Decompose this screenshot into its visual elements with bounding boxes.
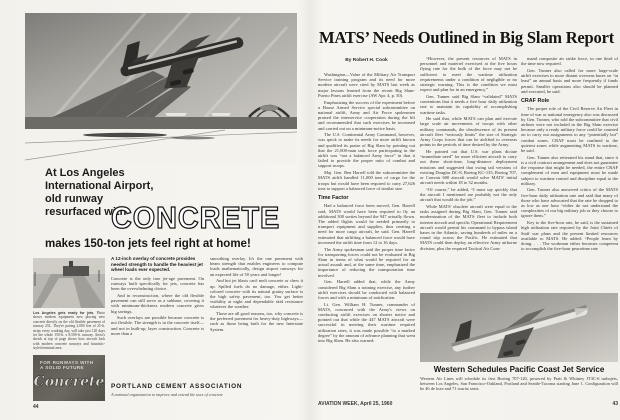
ad-photo-caption	[33, 311, 105, 351]
ad-left-column	[33, 258, 105, 401]
body-paragraph: “Of course,” he added, “I must say quickly that the aircraft I mentioned are probably not the only aircraft that would do the job.”	[420, 186, 517, 203]
ad-headline-line: At Los Angeles	[45, 167, 125, 179]
article-title: MATS’ Needs Outlined in Big Slam Report	[318, 28, 615, 47]
body-paragraph: The Army spokesman said the proper time factor for transporting forces could not be evaluated in Big Slam in terms of what would be required for an actual assault and, at the same time, emphasized the importance of reducing the transportation time involved.	[318, 246, 415, 278]
article-column-2	[420, 56, 517, 292]
body-paragraph: Gen. Harrell added that, while the Army considered Big Slam a training exercise, any further airlift exercises should be conducted with balanced forces and with a minimum of notification.	[318, 279, 415, 300]
ad-right-column	[210, 256, 303, 376]
body-paragraph: Concrete is the only true jet-age pavement. On runways built specifically for jets, concrete has been the overwhelming choice.	[111, 275, 204, 292]
ad-headline-line: old runway	[45, 193, 104, 205]
article-column-3	[521, 56, 618, 292]
body-paragraph: The U.S. Continental Army Command, however, was quick to make its needs for more airlift known and qualified its praise of Big Slam by pointing out that the 21,000-man task force participating in the airlift was “not a balanced Army force” in that it failed to provide the proper ratio of combat and support troops.	[318, 132, 415, 169]
jet-takeoff-illustration	[25, 13, 297, 163]
ad-photo-caption-lead: Los Angeles gets ready for jets.	[33, 311, 95, 315]
journal-footline: AVIATION WEEK, April 25, 1960	[318, 401, 393, 407]
runway-paving-photo	[33, 258, 105, 308]
body-paragraph: Such overlays are possible because concrete is not flexible. The strength is in the concrete itself—and not in built-up, layer construction. Concrete is more than a	[111, 315, 204, 336]
jet-takeoff-art	[25, 13, 297, 163]
body-paragraph: He pointed out that U.S. war plans dictate “immediate need” for more efficient aircraft to carry out these short-time, long-distance deployment missions and suggested that swing tail versions of existing Douglas DC-8, Boeing KC-135, Boeing 707, or Convair 600 aircraft would solve MATS' initial aircraft needs within 18 to 32 months.	[420, 148, 517, 186]
ad-concrete-outline-word: CONCRETE	[111, 200, 281, 235]
journal-footer	[318, 401, 618, 407]
western-707-photo	[420, 293, 618, 362]
left-page-number: 44	[33, 404, 39, 410]
body-paragraph: Gen. Tunner said Big Slam “validated” MATS contentions that it needs a five hour daily utilization rate to maintain its capability of accomplishing wartime tasks.	[420, 93, 517, 115]
body-paragraph: smoothing overlay. It's the one pavement with beam strength that enables engineers to compute loads mathematically, design airport runways for an expected life of 50 years and longer!	[210, 256, 303, 277]
body-paragraph: Gen. Tunner also called for more large-scale airlift exercises to more distant overseas bases on “at least” an annual basis and more frequently if funds permit. Smaller operations also should be planned and executed, he said.	[521, 67, 618, 94]
body-paragraph: mand composite air strike force, in one third of the time now required.	[521, 56, 618, 67]
body-paragraph: Gen. Tunner also answered critics of the MATS five-hour daily utilization rate and said that many of those who have advocated that the rate be dropped to as low as one hour “either do not understand the complexities of our big military job or they choose to ignore them.”	[521, 187, 618, 219]
ad-photo-caption-text: Photo shows modern equipment now placing new concrete directly on the old flexible pavement of runway 25L. They're paving 2,000 feet of 25-ft. strips every working day, will take just 120 days for the whole 150-ft. x 8,500-ft. runway. Artist's sketch at top of page shows how aircraft look with modern concrete runways and futuristic-styled terminal area.	[33, 311, 105, 351]
body-paragraph: And hot jet blasts can't melt concrete or chew it up. Spilled fuels do no damage, either. Light-colored concrete with its natural grainy surface is the high safety pavement, too. You get better visibility at night and dependable skid resistance whatever the weather.	[210, 278, 303, 310]
section-subhead-craf-role: CRAF Role	[521, 97, 550, 104]
body-paragraph: Emphasizing the success of the experiment before a House Armed Service special subcommittee on national airlift, Army and Air Force spokesmen praised the interservice cooperation during the lift and recommended that such exercises be increased and carried out on a minimum-notice basis.	[318, 99, 415, 131]
photo-feature-caption: Western Air Lines will schedule its first Boeing 707-120, powered by Pratt & Whitney JT3C-6 turbojets, between Los Angeles, San Francisco-Oakland, Portland and Seattle-Tacoma starting June 1. Configuration will be 46 de luxe and 71 tourist seats.	[420, 376, 618, 392]
concrete-logo-box	[33, 355, 105, 401]
body-paragraph: Maj. Gen. Ben Harrell told the subcommittee the MATS airlift handled 11,000 tons of cargo for the troops but would have been required to carry 27,626 tons to support a balanced force of similar size.	[318, 170, 415, 191]
article-byline: By Robert H. Cook	[345, 58, 388, 63]
ad-lead-paragraph: A 12-inch overlay of concrete provides needed strength to handle the heaviest jet wheel loads ever expected.	[111, 256, 203, 273]
section-subhead-time-factor: Time Factor	[318, 194, 349, 201]
article-column-1	[318, 72, 415, 396]
advertiser-name: PORTLAND CEMENT ASSOCIATION	[111, 383, 243, 390]
logo-line: FOR RUNWAYS WITH	[40, 359, 94, 365]
ad-headline-line: International Airport,	[45, 180, 154, 192]
body-paragraph: And in reconstruction, where the old flexible pavement can still serve as a subbase, covering it with minimum-thickness modern concrete gives big savings.	[111, 292, 204, 314]
western-jet-photo-feature	[420, 293, 618, 392]
ad-middle-column	[111, 256, 204, 376]
logo-line: A SOLID FUTURE	[40, 365, 84, 371]
body-paragraph: Key to the five-hour rate, he said, is the sustained high utilization rate required by the Joint Chiefs of Staff war plans and the present limited resources available to MATS. He added: “People learn by doing. . . . The workman either becomes competent to accomplish the five-hour peacetime rate	[521, 220, 618, 252]
body-paragraph: “However, the present resources of MATS in personnel and materiel exercised at the five hours flying rate for the bulk of the force may not be sufficient to meet the wartime utilization requirements under a condition of negligible or no strategic warning. This is the condition we must expect and plan for in an emergency.”	[420, 56, 517, 93]
body-paragraph: While MATS' obsolete aircraft were equal to the tasks assigned during Big Slam, Gen. Tunner said modernization of the MATS fleet to include both interim aircraft and specific Operational Requirement aircraft would permit his command to bypass island bases in the Atlantic, saving hundreds of miles on a round trip across the Pacific. He estimated that MATS could then deploy an effective Army airborne division, plus the required Tactical Air Com-	[420, 203, 517, 251]
body-paragraph: Washington—Value of the Military Air Transport Service training program and its need for more modern aircraft were cited by MATS last week as major lessons learned from the recent Big Slam-Puerto Pines airlift exercise (AW Apr. 4, p. 50).	[318, 72, 415, 98]
ad-subheadline: makes 150-ton jets feel right at home!	[45, 238, 251, 250]
body-paragraph: Lt. Gen. William H. Tunner, commander of MATS, concurred with the Army's views on conducting airlift exercises on shorter notice and pointed out that while the 447 MATS aircraft were successful in meeting their wartime required utilization rates, it was made possible “to a marked degree” by the amount of advance planning that went into Big Slam. He also warned:	[318, 301, 415, 344]
body-paragraph: He said that, while MATS can plan and execute large scale air movements of troops with other military commands, the obsolescence of its present aircraft fleet “seriously limits” the size of Strategic Army Corps forces that can be airlifted to overseas points in the periods of time desired by the Army.	[420, 116, 517, 148]
advertiser-tagline: A national organization to improve and extend the uses of concrete	[111, 392, 224, 397]
concrete-brand-script: Concrete	[33, 373, 105, 390]
right-page-number: 43	[612, 401, 618, 407]
body-paragraph: Had a balanced force been moved, Gen. Harrell said, MATS would have been required to fly an additional 300 sorties beyond the 947 actually flown. The added flights would be needed primarily to transport equipment and supplies, thus creating a need for more cargo aircraft, he said. Gen. Harrell estimated that airlifting a balanced force would have increased the airlift time from 12 to 16 days.	[318, 203, 415, 245]
ad-headline-line: resurfaced with	[45, 206, 127, 218]
body-paragraph: Gen. Tunner also reiterated his stand that, since it is a civil contract arrangement and does not guarantee the response that might be needed, the entire CRAF complement of men and equipment must be made subject to wartime control and discipline equal to the military.	[521, 154, 618, 186]
body-paragraph: The proper role of the Civil Reserve Air Fleet in time of war or national emergency also was discussed by Gen. Tunner, who told the subcommittee that civil airlines were not included in the Big Slam exercise because only a ready military force could be counted on to carry out assignments to any “potentially hot” combat zones. CRAF must be confined to the quietest zones while augmenting MATS in wartime, he said.	[521, 106, 618, 154]
photo-feature-heading: Western Schedules Pacific Coast Jet Service	[433, 365, 605, 374]
body-paragraph: Those are all good reasons, too, why concrete is the preferred pavement for heavy-duty highways—such as those being built for the new Interstate System.	[210, 311, 303, 332]
